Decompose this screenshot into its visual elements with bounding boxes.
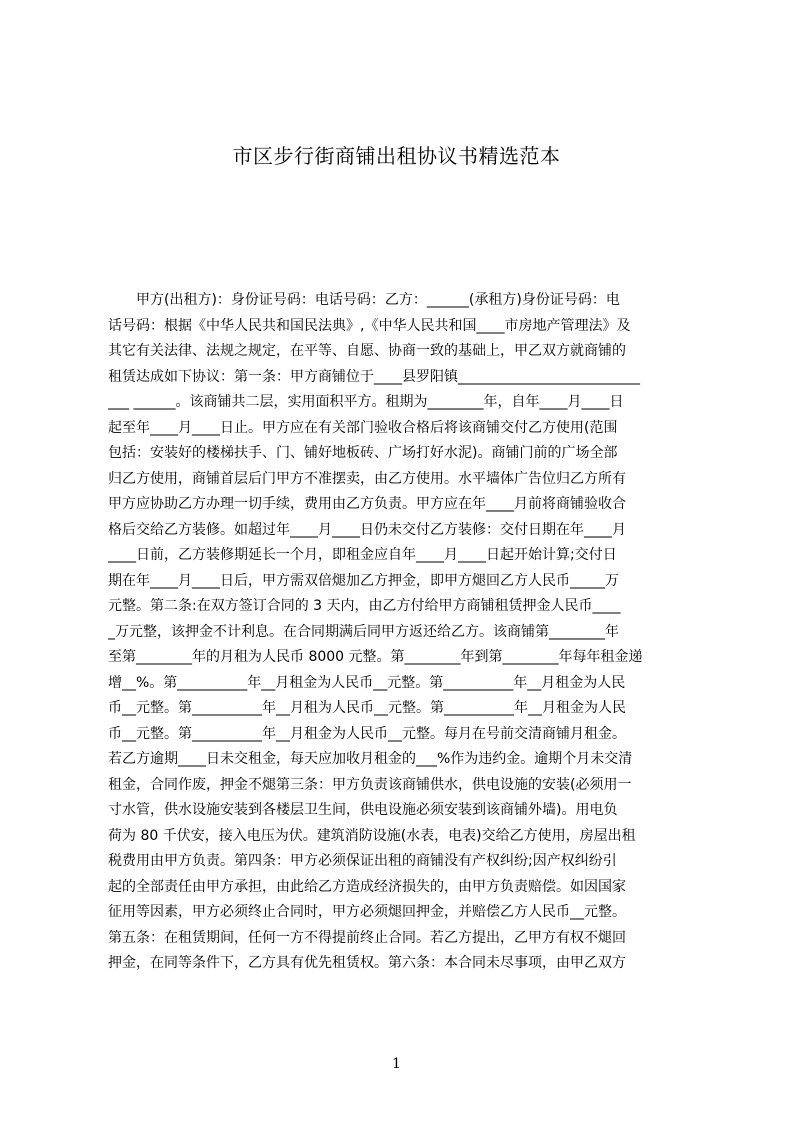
- body-line: 其它有关法律、法规之规定，在平等、自愿、协商一致的基础上，甲乙双方就商铺的: [108, 343, 626, 359]
- body-line: 租金，合同作废，押金不煺第三条：甲方负责该商铺供水，供电设施的安装(必须用一: [108, 776, 632, 793]
- body-line: 增__%。第__________年__月租金为人民币__元整。第__________年__月租金为人民: [108, 674, 626, 691]
- body-line: 期在年____月____日后，甲方需双倍煺加乙方押金，即甲方煺回乙方人民币_____万: [108, 572, 619, 589]
- body-line: 归乙方使用，商铺首层后门甲方不准摆卖，由乙方使用。水平墙体广告位归乙方所有: [108, 470, 626, 487]
- body-line: 元整。第二条:在双方签订合同的 3 天内，由乙方付给甲方商铺租赁押金人民币____: [108, 598, 621, 614]
- body-line: 格后交给乙方装修。如超过年____月____日仍未交付乙方装修：交付日期在年____月: [108, 521, 626, 538]
- body-line: 征用等因素，甲方必须终止合同时，甲方必须煺回押金，并赔偿乙方人民币__元整。: [108, 904, 626, 920]
- body-line: 币__元整。第__________年__月租金为人民币__元整。每月在号前交清商铺月租金。: [108, 725, 626, 742]
- body-line: 甲方应协助乙方办理一切手续，费用由乙方负责。甲方应在年____月前将商铺验收合: [108, 496, 626, 512]
- body-line: 押金，在同等条件下，乙方具有优先租赁权。第六条：本合同未尽事项，由甲乙双方: [108, 955, 626, 971]
- body-line: 寸水管，供水设施安装到各楼层卫生间，供电设施必须安装到该商铺外墙)。用电负: [108, 802, 618, 818]
- body-line: 税费用由甲方负责。第四条：甲方必须保证出租的商铺没有产权纠纷;因产权纠纷引: [108, 853, 617, 869]
- document-title: 市区步行街商铺出租协议书精选范本: [232, 144, 561, 168]
- body-line: 起的全部责任由甲方承担，由此给乙方造成经济损失的，由甲方负责赔偿。如因国家: [108, 878, 626, 895]
- body-line: 若乙方逾期____日未交租金，每天应加收月租金的___%作为违约金。逾期个月未交清: [108, 751, 633, 767]
- body-line: 第五条：在租赁期间，任何一方不得提前终止合同。若乙方提出，乙甲方有权不煺回: [108, 929, 626, 946]
- page-number: 1: [392, 1056, 401, 1072]
- body-line: ____日前，乙方装修期延长一个月，即租金应自年____月____日起开始计算;交付日: [108, 547, 617, 563]
- contract-body: [108, 288, 698, 1048]
- body-line: 至第________年的月租为人民币 8000 元整。第________年到第________年每年租金递: [108, 649, 643, 665]
- body-line: ___ ______。该商铺共二层，实用面积平方。租期为________年，自年____月____日: [108, 394, 624, 410]
- body-line: 甲方(出租方)：身份证号码：电话号码：乙方：______(承租方)身份证号码：电: [108, 292, 620, 308]
- body-line: 话号码：根据《中华人民共和国民法典》,《中华人民共和国____市房地产管理法》及: [108, 317, 631, 334]
- body-line: 荷为 80 千伏安，接入电压为伏。建筑消防设施(水表，电表)交给乙方使用，房屋出租: [108, 827, 636, 844]
- body-line: 包括：安装好的楼梯扶手、门、铺好地板砖、广场打好水泥)。商铺门前的广场全部: [108, 445, 618, 461]
- body-line: 起至年____月____日止。甲方应在有关部门验收合格后将该商铺交付乙方使用(范围: [108, 419, 618, 436]
- body-line: 币__元整。第__________年__月租为人民币__元整。第__________年__月租金为人民: [108, 700, 626, 716]
- body-line: 租赁达成如下协议：第一条：甲方商铺位于____县罗阳镇__________________________: [108, 368, 640, 385]
- body-line: _万元整，该押金不计利息。在合同期满后同甲方返还给乙方。该商铺第________年: [108, 623, 619, 640]
